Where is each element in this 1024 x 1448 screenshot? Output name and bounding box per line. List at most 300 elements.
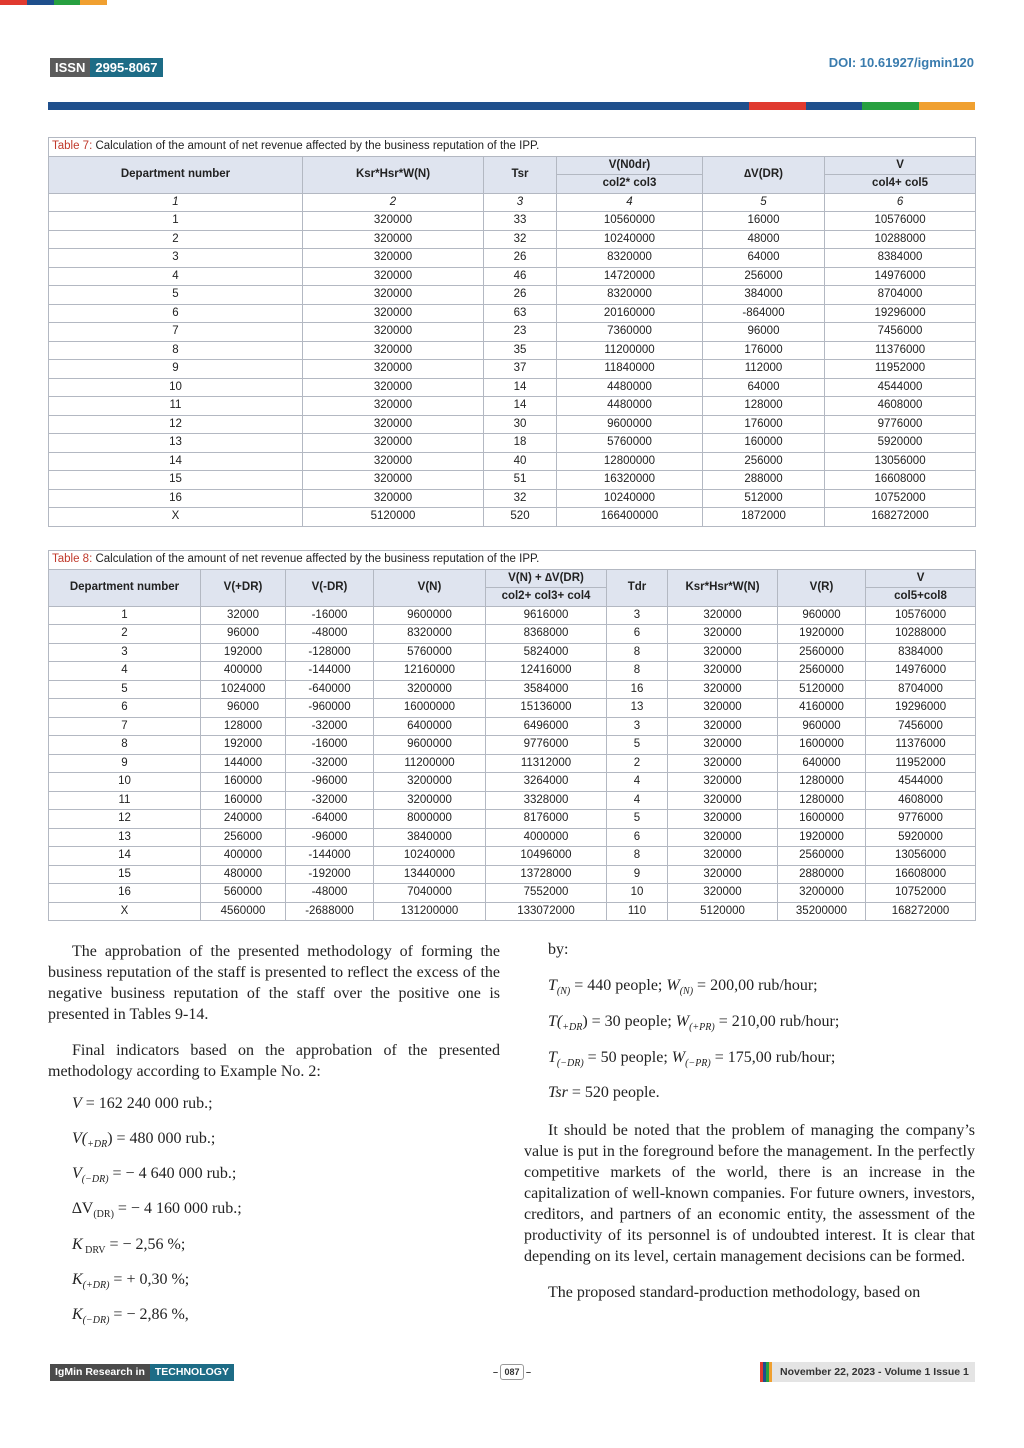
table-cell: 4000000: [486, 828, 607, 847]
table-row: [49, 434, 976, 453]
table-cell: 320000: [303, 286, 484, 305]
table-cell: 16320000: [557, 471, 703, 490]
t8-header-vn-dvdr: V(N) + ∆V(DR): [486, 569, 607, 588]
table-cell: 320000: [303, 323, 484, 342]
left-column: [48, 941, 500, 1082]
t7-header-dvdr: ∆V(DR): [703, 156, 825, 193]
t7-header-vn0dr: V(N0dr): [557, 156, 703, 175]
t7-header-dept: Department number: [49, 156, 303, 193]
table-cell: 160000: [703, 434, 825, 453]
table-cell: 320000: [303, 267, 484, 286]
table-cell: 14720000: [557, 267, 703, 286]
table-cell: 384000: [703, 286, 825, 305]
table-cell: 11: [49, 791, 201, 810]
table-cell: 7456000: [866, 717, 976, 736]
table-cell: 320000: [303, 434, 484, 453]
table-cell: 176000: [703, 341, 825, 360]
t8-header-tdr: Tdr: [607, 569, 668, 606]
table-row: [49, 699, 976, 718]
table-cell: 520: [484, 508, 557, 527]
table-row: [49, 508, 976, 527]
table-row: [49, 643, 976, 662]
table-cell: 128000: [201, 717, 286, 736]
table-cell: 32: [484, 230, 557, 249]
t7-header-v: V: [825, 156, 976, 175]
table-row: [49, 212, 976, 231]
table-row: [49, 286, 976, 305]
journal-field: TECHNOLOGY: [150, 1364, 234, 1381]
table-cell: 8320000: [557, 249, 703, 268]
table-cell: 160000: [201, 791, 286, 810]
formula-v: V = 162 240 000 rub.;: [72, 1095, 213, 1112]
table-row: [49, 378, 976, 397]
table-cell: 26: [484, 249, 557, 268]
table-row: [49, 323, 976, 342]
table-cell: 3264000: [486, 773, 607, 792]
table-cell: 9776000: [486, 736, 607, 755]
table-cell: 35: [484, 341, 557, 360]
table-cell: -640000: [286, 680, 374, 699]
table-cell: 11376000: [825, 341, 976, 360]
table-row: [49, 415, 976, 434]
table-cell: 160000: [201, 773, 286, 792]
issn-number: 2995-8067: [90, 58, 162, 77]
table-cell: 256000: [703, 267, 825, 286]
table-cell: -48000: [286, 625, 374, 644]
table-cell: 8000000: [374, 810, 486, 829]
table-cell: 35200000: [778, 902, 866, 921]
table-cell: 3: [49, 249, 303, 268]
table-cell: X: [49, 902, 201, 921]
table-cell: 14: [49, 452, 303, 471]
table-cell: 16: [49, 884, 201, 903]
table-cell: -144000: [286, 847, 374, 866]
table-cell: 8320000: [557, 286, 703, 305]
table-cell: 10240000: [557, 489, 703, 508]
table-row: [49, 828, 976, 847]
table-cell: 96000: [201, 625, 286, 644]
issn-label: ISSN: [50, 58, 90, 77]
table-cell: 4: [607, 791, 668, 810]
table-cell: 11200000: [557, 341, 703, 360]
table-cell: 400000: [201, 847, 286, 866]
table-cell: 15: [49, 471, 303, 490]
formula-delta-v-dr: $\Delta V_{(DR)}$ = − 4 160 000 rub.;: [72, 1200, 242, 1221]
table-cell: 32000: [201, 606, 286, 625]
table-cell: X: [49, 508, 303, 527]
table-cell: 320000: [303, 230, 484, 249]
table-cell: 8: [49, 341, 303, 360]
table-cell: 15136000: [486, 699, 607, 718]
table-cell: 320000: [303, 452, 484, 471]
table-cell: 37: [484, 360, 557, 379]
table-cell: 14: [49, 847, 201, 866]
table-cell: 13056000: [825, 452, 976, 471]
formula-t-n: $T_{(N)} = 440$ people; $W_{(N)} = 200,00$ rub/hour;: [548, 977, 818, 998]
table-cell: 46: [484, 267, 557, 286]
table-cell: 12800000: [557, 452, 703, 471]
table-cell: 16000000: [374, 699, 486, 718]
table-cell: 192000: [201, 643, 286, 662]
table-cell: 9616000: [486, 606, 607, 625]
paragraph-final-indicators: Final indicators based on the approbation of the presented methodology according to Example No. 2:: [48, 1042, 500, 1080]
table-cell: 192000: [201, 736, 286, 755]
table-cell: 96000: [703, 323, 825, 342]
table-cell: 960000: [778, 717, 866, 736]
table-cell: 16608000: [825, 471, 976, 490]
table-cell: 320000: [668, 810, 778, 829]
t8-header-vr: V(R): [778, 569, 866, 606]
table-cell: 3200000: [374, 791, 486, 810]
t8-header-vpdr: V(+DR): [201, 569, 286, 606]
table-cell: 176000: [703, 415, 825, 434]
table-cell: 10576000: [825, 212, 976, 231]
table-cell: 133072000: [486, 902, 607, 921]
table-row: [49, 773, 976, 792]
table-cell: 19296000: [866, 699, 976, 718]
table-cell: 400000: [201, 662, 286, 681]
table-cell: 320000: [668, 773, 778, 792]
table-cell: 63: [484, 304, 557, 323]
t7-header-vn0dr-formula: col2* col3: [557, 175, 703, 194]
table-cell: 10288000: [825, 230, 976, 249]
issn-badge: [50, 58, 163, 77]
table-cell: 9776000: [825, 415, 976, 434]
table-cell: 10240000: [374, 847, 486, 866]
table-cell: 11840000: [557, 360, 703, 379]
table-cell: 51: [484, 471, 557, 490]
table-cell: 16: [607, 680, 668, 699]
t8-header-vmdr: V(-DR): [286, 569, 374, 606]
t8-header-vn-dvdr-formula: col2+ col3+ col4: [486, 588, 607, 607]
table-cell: 11952000: [866, 754, 976, 773]
table-cell: 320000: [303, 378, 484, 397]
table-cell: 320000: [668, 791, 778, 810]
table-cell: 1280000: [778, 773, 866, 792]
table-cell: -192000: [286, 865, 374, 884]
table-cell: 6496000: [486, 717, 607, 736]
table-cell: 320000: [668, 884, 778, 903]
table-cell: 13440000: [374, 865, 486, 884]
table-cell: 320000: [303, 360, 484, 379]
table-cell: 560000: [201, 884, 286, 903]
table-cell: 13728000: [486, 865, 607, 884]
table-cell: 8: [607, 643, 668, 662]
table-cell: 5120000: [778, 680, 866, 699]
table-cell: 4608000: [866, 791, 976, 810]
table-row: [49, 304, 976, 323]
table-cell: 6: [49, 699, 201, 718]
table-cell: 2: [49, 230, 303, 249]
table-cell: 10240000: [557, 230, 703, 249]
table-cell: 2880000: [778, 865, 866, 884]
formula-t-minus-dr: $T_{(-DR)} = 50$ people; $W_{(-PR)} = 175,00$ rub/hour;: [548, 1049, 836, 1070]
table-cell: 1280000: [778, 791, 866, 810]
formula-t-plus-dr: $T(_{+DR}) = 30$ people; $W_{(+PR)} = 210,00$ rub/hour;: [548, 1013, 840, 1034]
table-cell: -16000: [286, 606, 374, 625]
table-cell: 320000: [303, 397, 484, 416]
table-cell: 320000: [668, 662, 778, 681]
table-cell: 33: [484, 212, 557, 231]
paragraph-company-value: It should be noted that the problem of managing the company’s value is put in the foreground before the management. In the perfectly competitive markets of the world, there is an increase in the capitalization of well-known companies. For future owners, investors, creditors, and partners of an economic entity, the assessment of the productivity of its personnel is of undoubted interest. It is clear that depending on its level, certain management decisions can be formed.: [524, 1122, 975, 1265]
table-7-caption: Table 7: Calculation of the amount of net revenue affected by the business reputation of the IPP.: [49, 138, 976, 157]
table-cell: 8704000: [825, 286, 976, 305]
table-cell: 7040000: [374, 884, 486, 903]
table-cell: 9600000: [374, 606, 486, 625]
table-cell: -96000: [286, 773, 374, 792]
page-number: – 087 –: [485, 1362, 539, 1382]
table-cell: 13: [607, 699, 668, 718]
table-cell: 10496000: [486, 847, 607, 866]
table-cell: 7456000: [825, 323, 976, 342]
table-cell: 320000: [303, 212, 484, 231]
header-rule: [48, 102, 975, 110]
table-row: [49, 847, 976, 866]
table-cell: 10288000: [866, 625, 976, 644]
table-cell: 32: [484, 489, 557, 508]
t8-header-v: V: [866, 569, 976, 588]
table-cell: 8: [607, 662, 668, 681]
table-cell: 5920000: [825, 434, 976, 453]
table-cell: 12: [49, 415, 303, 434]
table-cell: 8: [49, 736, 201, 755]
table-cell: 256000: [703, 452, 825, 471]
table-cell: -128000: [286, 643, 374, 662]
table-cell: 320000: [668, 699, 778, 718]
table-row: [49, 471, 976, 490]
t7-header-ksr: Ksr*Hsr*W(N): [303, 156, 484, 193]
t7-header-tsr: Tsr: [484, 156, 557, 193]
paragraph-approbation: The approbation of the presented methodology of forming the business reputation of the staff is presented to reflect the excess of the negative business reputation of the staff over the positive one is presented in Tables 9-14.: [48, 943, 500, 1023]
table-cell: 320000: [303, 489, 484, 508]
table-cell: 96000: [201, 699, 286, 718]
table-cell: 8384000: [866, 643, 976, 662]
table-cell: 4480000: [557, 378, 703, 397]
table-cell: 1920000: [778, 625, 866, 644]
table-cell: 320000: [668, 736, 778, 755]
table-row: [49, 884, 976, 903]
table-cell: -48000: [286, 884, 374, 903]
table-cell: 1920000: [778, 828, 866, 847]
table-cell: 2560000: [778, 847, 866, 866]
t8-header-vn: V(N): [374, 569, 486, 606]
table-cell: 320000: [668, 754, 778, 773]
table-cell: 8368000: [486, 625, 607, 644]
table-cell: 2: [49, 625, 201, 644]
table-cell: 13: [49, 828, 201, 847]
table-cell: 7552000: [486, 884, 607, 903]
table-cell: 10752000: [866, 884, 976, 903]
t7-header-v-formula: col4+ col5: [825, 175, 976, 194]
t8-header-dept: Department number: [49, 569, 201, 606]
table-row: [49, 397, 976, 416]
table-cell: 3: [607, 717, 668, 736]
table-cell: 3200000: [778, 884, 866, 903]
table-row: [49, 341, 976, 360]
formula-k-plus-dr: $K_{(+DR)}$ = + 0,30 %;: [72, 1271, 190, 1292]
table-cell: 4160000: [778, 699, 866, 718]
table-cell: 4: [49, 662, 201, 681]
table-cell: 4: [49, 267, 303, 286]
table-cell: 5: [49, 680, 201, 699]
table-cell: 3584000: [486, 680, 607, 699]
table-row: [49, 680, 976, 699]
table-row: [49, 717, 976, 736]
table-row: [49, 606, 976, 625]
table-cell: 6: [607, 828, 668, 847]
table-cell: 7: [49, 717, 201, 736]
table-row: [49, 662, 976, 681]
table-row: [49, 810, 976, 829]
table-cell: 960000: [778, 606, 866, 625]
table-cell: 4560000: [201, 902, 286, 921]
table-cell: 3840000: [374, 828, 486, 847]
text-by: by:: [548, 941, 569, 958]
table-cell: 4: [607, 773, 668, 792]
table-row: [49, 489, 976, 508]
table-cell: 110: [607, 902, 668, 921]
table-cell: 320000: [668, 680, 778, 699]
table-cell: 5920000: [866, 828, 976, 847]
table-cell: 11312000: [486, 754, 607, 773]
table-row: [49, 865, 976, 884]
table-row: [49, 736, 976, 755]
journal-badge: [50, 1364, 234, 1381]
table-cell: 10560000: [557, 212, 703, 231]
table-cell: 14976000: [866, 662, 976, 681]
table-cell: 320000: [668, 847, 778, 866]
table-cell: 64000: [703, 378, 825, 397]
table-cell: -32000: [286, 791, 374, 810]
table-cell: 5: [607, 810, 668, 829]
table-cell: 11200000: [374, 754, 486, 773]
table-cell: 3200000: [374, 680, 486, 699]
table-row: [49, 754, 976, 773]
doi-link[interactable]: DOI: 10.61927/igmin120: [828, 55, 974, 70]
table-cell: 9: [49, 360, 303, 379]
journal-name: IgMin Research in: [50, 1364, 150, 1381]
table-cell: 168272000: [825, 508, 976, 527]
table-row: [49, 249, 976, 268]
table-cell: 9: [607, 865, 668, 884]
table-8-caption: Table 8: Calculation of the amount of net revenue affected by the business reputation of the IPP.: [49, 551, 976, 570]
table-cell: 5120000: [668, 902, 778, 921]
table-cell: 168272000: [866, 902, 976, 921]
formula-v-plus-dr: $V(_{+DR}) = 480$ 000 rub.;: [72, 1130, 216, 1151]
table-cell: 1024000: [201, 680, 286, 699]
t8-header-ksr: Ksr*Hsr*W(N): [668, 569, 778, 606]
table-cell: 240000: [201, 810, 286, 829]
issue-date-badge: [760, 1362, 975, 1382]
t8-header-v-formula: col5+col8: [866, 588, 976, 607]
table-cell: 320000: [303, 415, 484, 434]
table-cell: 2560000: [778, 643, 866, 662]
table-row: [49, 230, 976, 249]
table-cell: 4544000: [825, 378, 976, 397]
table-row: [49, 360, 976, 379]
table-cell: 9776000: [866, 810, 976, 829]
t7-index-row: 1 2 3 4 5 6: [49, 193, 976, 212]
table-cell: 9600000: [374, 736, 486, 755]
table-cell: 4544000: [866, 773, 976, 792]
table-cell: 13: [49, 434, 303, 453]
table-cell: -960000: [286, 699, 374, 718]
table-cell: 16: [49, 489, 303, 508]
table-cell: 288000: [703, 471, 825, 490]
table-cell: 18: [484, 434, 557, 453]
table-cell: 40: [484, 452, 557, 471]
table-cell: 7360000: [557, 323, 703, 342]
table-cell: 23: [484, 323, 557, 342]
table-cell: 14976000: [825, 267, 976, 286]
table-cell: 14: [484, 378, 557, 397]
table-row: [49, 625, 976, 644]
table-cell: 1872000: [703, 508, 825, 527]
table-cell: 480000: [201, 865, 286, 884]
table-cell: -864000: [703, 304, 825, 323]
table-cell: 8176000: [486, 810, 607, 829]
table-cell: -2688000: [286, 902, 374, 921]
table-cell: 11952000: [825, 360, 976, 379]
table-cell: 48000: [703, 230, 825, 249]
table-cell: 10: [607, 884, 668, 903]
top-color-bar: [0, 0, 107, 5]
table-cell: 10752000: [825, 489, 976, 508]
table-cell: 14: [484, 397, 557, 416]
table-cell: -64000: [286, 810, 374, 829]
table-cell: 256000: [201, 828, 286, 847]
table-cell: 320000: [668, 625, 778, 644]
table-cell: 2: [607, 754, 668, 773]
table-cell: 8704000: [866, 680, 976, 699]
table-cell: 10576000: [866, 606, 976, 625]
table-cell: 30: [484, 415, 557, 434]
table-cell: 320000: [303, 471, 484, 490]
table-cell: 5760000: [557, 434, 703, 453]
table-cell: 3: [49, 643, 201, 662]
table-cell: 320000: [668, 865, 778, 884]
table-cell: 112000: [703, 360, 825, 379]
table-cell: 4608000: [825, 397, 976, 416]
table-cell: 640000: [778, 754, 866, 773]
table-cell: 3: [607, 606, 668, 625]
table-cell: 19296000: [825, 304, 976, 323]
table-cell: 5760000: [374, 643, 486, 662]
table-cell: -144000: [286, 662, 374, 681]
table-cell: 320000: [668, 717, 778, 736]
table-cell: -32000: [286, 717, 374, 736]
table-cell: 1600000: [778, 736, 866, 755]
table-cell: 15: [49, 865, 201, 884]
formula-k-minus-dr: $K_{(-DR)}$ = − 2,86 %,: [72, 1306, 189, 1327]
table-cell: 64000: [703, 249, 825, 268]
table-cell: 26: [484, 286, 557, 305]
table-8: [48, 550, 976, 921]
table-cell: 12160000: [374, 662, 486, 681]
table-cell: 13056000: [866, 847, 976, 866]
table-cell: 6400000: [374, 717, 486, 736]
table-cell: 320000: [668, 643, 778, 662]
formula-k-drv: K $_{DRV}$ = − 2,56 %;: [72, 1236, 186, 1257]
table-row: [49, 902, 976, 921]
table-cell: 128000: [703, 397, 825, 416]
table-cell: 5: [49, 286, 303, 305]
table-cell: 320000: [668, 828, 778, 847]
table-cell: 16608000: [866, 865, 976, 884]
paragraph-methodology: The proposed standard-production methodology, based on: [548, 1284, 921, 1301]
table-cell: 3200000: [374, 773, 486, 792]
table-cell: 10: [49, 773, 201, 792]
